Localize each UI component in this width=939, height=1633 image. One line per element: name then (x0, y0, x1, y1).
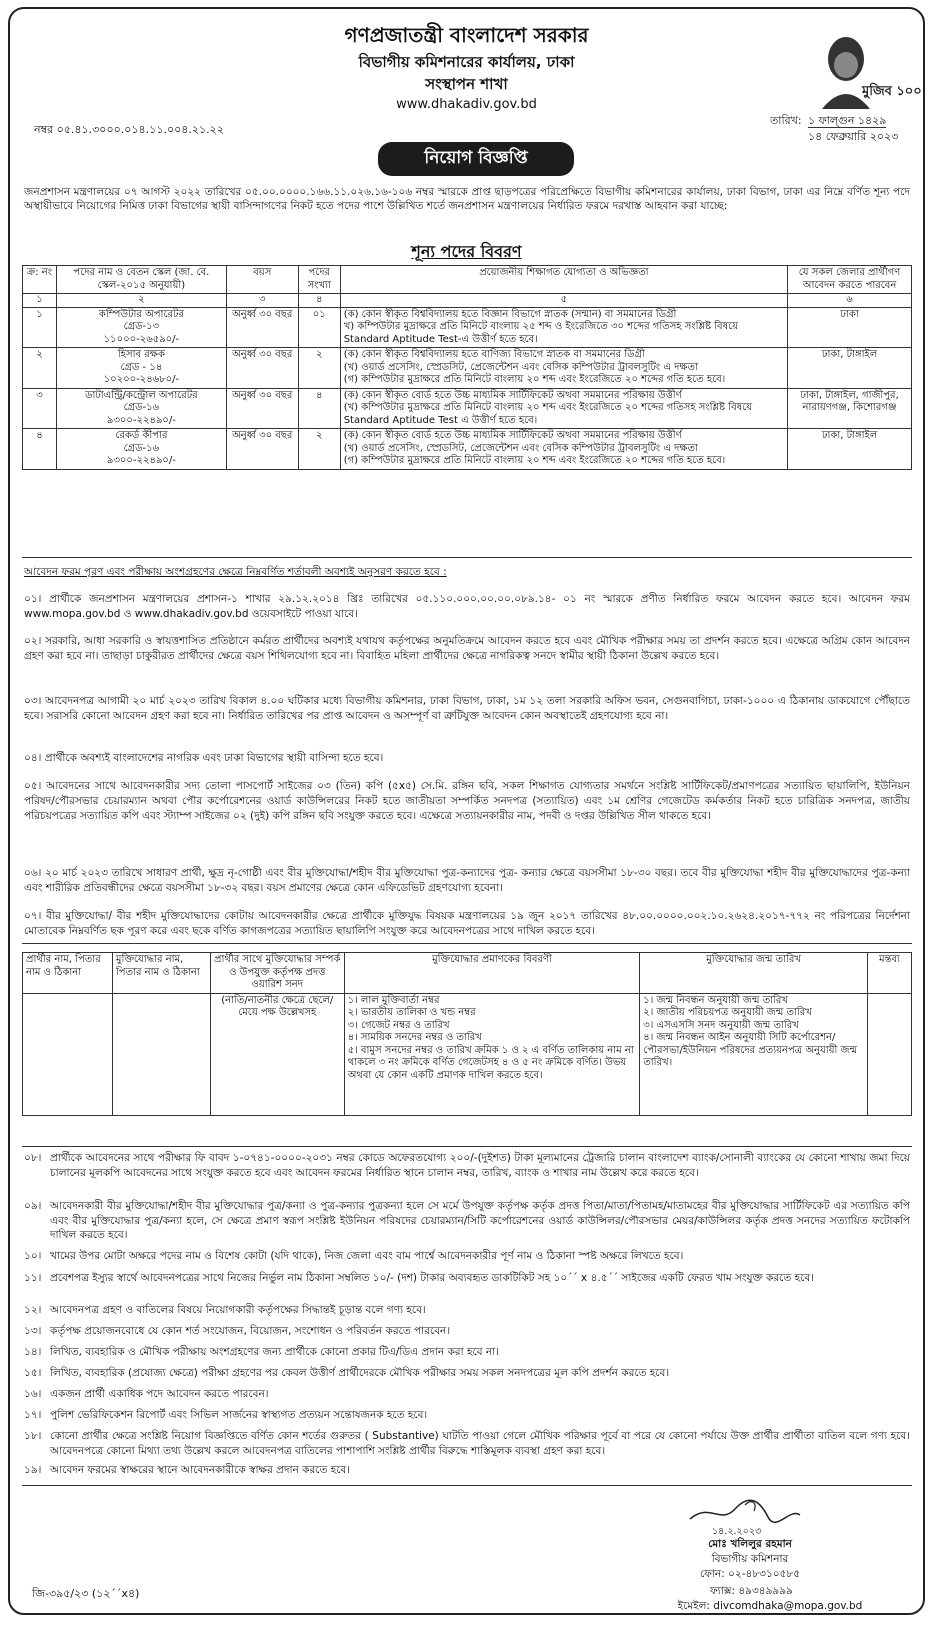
emblem-text: মুজিব ১০০ (862, 84, 922, 99)
condition-17 (24, 1408, 910, 1423)
ff-applicant-cell (23, 993, 113, 1115)
ff-col-remarks: মন্তব্য (867, 953, 911, 994)
signatory-phone: ফোন: ০২-৪৮৩১০৫৮৫ (699, 1568, 801, 1580)
age-cell: অনুর্ধ্ব ৩০ বছর (226, 348, 298, 389)
ff-fighter-cell (112, 993, 210, 1115)
ff-proof-item: ৩। গেজেট নম্বর ও তারিখ (347, 1019, 450, 1031)
item-text: একজন প্রার্থী একাধিক পদে আবেদন করতে পারবেন। (50, 1388, 269, 1400)
post-scale: ৯৩০০-২২৪৯০/- (106, 414, 176, 426)
condition-9 (24, 1199, 910, 1243)
qualification-cell (340, 307, 787, 348)
item-number: ১৭। (24, 1409, 42, 1421)
signatory-email[interactable]: ইমেইল: divcomdhaka@mopa.gov.bd (677, 1600, 863, 1612)
condition-2: ০২। সরকারি, আধা সরকারি ও স্বায়ত্তশাসিত প্রতিষ্ঠানে কর্মরত প্রার্থীদের অবশ্যই যথাযথ কর্তৃপক্ষের অনুমতিক্রমে আবেদন করতে হবে এবং মৌখিক পরীক্ষার সময় তা প্রদর্শন করতে হবে। এক্ষেত্রে অগ্রিম কোন আবেদন গ্রহণ করা হবে না। তাছাড়া চাকুরীরত প্রার্থীদের ক্ষেত্রে বয়স শিথিলযোগ্য হবে না। বিবাহিত মহিলা প্রার্থীদের ক্ষেত্রে নাগরিকত্ব সনদে স্বামীর স্থায়ী ঠিকানা উল্লেখ করতে হবে। (24, 635, 910, 662)
districts-cell: ঢাকা, টাঙ্গাইল (788, 429, 912, 470)
districts-cell: ঢাকা (788, 307, 912, 348)
col-number: ১ (23, 294, 57, 308)
condition-1: ০১। প্রার্থীকে জনপ্রশাসন মন্ত্রণালয়ের প্রশাসন-১ শাখার ২৯.১২.২০১৪ খ্রিঃ তারিখের ০৫.১১০.০০০.০০.০০.০৮৯.১৪- ০১ নং স্মারকে প্রণীত নির্ধারিত ফরমে আবেদন করতে হবে। আবেদন ফরম www.mopa.gov.bd ও www.dhakadiv.gov.bd ওয়েবসাইটে পাওয়া যাবে। (24, 593, 910, 620)
count-cell: ২ (298, 429, 340, 470)
freedom-fighter-table (22, 952, 912, 1116)
serial-cell: ৩ (23, 388, 57, 429)
post-name: হিসাব রক্ষক (117, 349, 165, 360)
vacancy-header-row (23, 266, 912, 294)
qualification-line: (খ) ওয়ার্ড প্রসেসিং, স্প্রেডসিট, প্রেজেন্টেশন এবং বেসিক কম্পিউটার ট্রাবলসুটিং এ দক্ষতা (343, 442, 698, 454)
condition-4: ০৪। প্রার্থীকে অবশ্যই বাংলাদেশের নাগরিক এবং ঢাকা বিভাগের স্থায়ী বাসিন্দা হতে হবে। (24, 752, 384, 764)
qualification-line: (ক) কোন স্বীকৃত বিশ্ববিদ্যালয় হতে বিজ্ঞান বিভাগে স্নাতক (সম্মান) বা সমমানের ডিগ্রী (343, 308, 677, 320)
ff-header-row (23, 953, 912, 994)
post-cell (56, 348, 226, 389)
item-number: ০৯। (24, 1200, 42, 1212)
item-text: পুলিশ ভেরিফিকেশন রিপোর্ট এবং সিভিল সার্জনের স্বাস্থ্যগত প্রত্যয়ন সন্তোষজনক হতে হবে। (50, 1409, 428, 1421)
ff-proof-cell (344, 993, 640, 1115)
post-grade: গ্রেড-১৩ (123, 321, 160, 332)
govt-title: গণপ্রজাতন্ত্রী বাংলাদেশ সরকার (344, 23, 589, 47)
condition-14 (24, 1345, 910, 1360)
item-text: আবেদনপত্র গ্রহণ ও বাতিলের বিষয়ে নিয়োগকারী কর্তৃপক্ষের সিদ্ধান্তই চূড়ান্ত বলে গণ্য হবে। (50, 1304, 426, 1316)
qualification-line: (ক) কোন স্বীকৃত বোর্ড হতে উচ্চ মাধ্যমিক সার্টিফিকেট অথবা সমমানের পরিক্ষায় উত্তীর্ণ (343, 389, 682, 401)
col-qualification: প্রয়োজনীয় শিক্ষাগত যোগ্যতা ও অভিজ্ঞতা (340, 266, 787, 294)
qualification-line: (খ) কম্পিউটার মুদ্রাক্ষরে প্রতি মিনিটে বাংলায় ২০ শব্দ এবং ইংরেজিতে ২০ শব্দের গতিসহ সংশ্লিষ্ট বিষয়ে Standard Aptitude Test এ উত্তীর্ণ হতে হবে। (343, 402, 753, 426)
column-number-row (23, 294, 912, 308)
item-text: প্রবেশপত্র ইস্যুর স্বার্থে আবেদনপত্রের সাথে নিজের নির্ভুল নাম ঠিকানা সম্বলিত ১০/- (দশ) টাকার অব্যবহৃত ডাকটিকিট সহ ১০´´ x ৪.৫´´ সাইজের একটি ফেরত খাম সংযুক্ত করতে হবে। (50, 1272, 814, 1284)
col-number: ৬ (788, 294, 912, 308)
ff-birth-item: ২। জাতীয় পরিচয়পত্র অনুযায়ী জন্ম তারিখ (643, 1007, 812, 1018)
post-scale: ৯৩০০-২২৪৯০/- (106, 455, 176, 466)
post-scale: ১১০০০-২৬৫৯০/- (103, 333, 180, 345)
vacancy-table (22, 265, 912, 470)
count-cell: ০১ (298, 307, 340, 348)
item-number: ১১। (24, 1272, 42, 1284)
vacancy-body (23, 294, 912, 470)
post-name: ডাটাএন্ট্রি/কন্ট্রোল অপারেটর (85, 389, 198, 401)
qualification-cell (340, 388, 787, 429)
item-number: ১৪। (24, 1346, 42, 1358)
item-number: ১৫। (24, 1367, 42, 1379)
condition-5: ০৫। আবেদনের সাথে আবেদনকারীর সদ্য তোলা পাসপোর্ট সাইজের ০৩ (তিন) কপি (৫x৫) সে.মি. রঙ্গিন ছবি, সকল শিক্ষাগত যোগ্যতার সমর্থনে সংশ্লিষ্ট সার্টিফিকেট/প্রমাণপত্রের সত্যায়িত ছায়ালিপি, ইউনিয়ন পরিষদ/পৌরসভার চেয়ারম্যান অথবা পৌর কর্পোরেশনের ওয়ার্ড কাউন্সিলরের নিকট হতে জাতীয়তা সম্পর্কিত সনদপত্র (সত্যায়িত) এবং ১ম শ্রেণির গেজেটেড কর্মকর্তার নিকট হতে চারিত্রিক সনদপত্র, জাতীয় পরিচয়পত্রের সত্যায়িত কপি এবং স্ট্যাম্প সাইজের ০২ (দুই) কপি রঙ্গিন ছবি সংযুক্ত করতে হবে। এক্ষেত্রে সত্যায়নকারীর নাম, পদবী ও দপ্তর উল্লিখিত সীল থাকতে হবে। (24, 780, 910, 822)
table-row (23, 429, 912, 470)
ff-col-proof: মুক্তিযোদ্ধার প্রমাণকের বিবরণী (344, 953, 640, 994)
signatory-name: মোঃ খলিলুর রহমান (708, 1538, 792, 1550)
item-number: ১২। (24, 1304, 42, 1316)
item-text: কর্তৃপক্ষ প্রয়োজনবোধে যে কোন শর্ত সংযোজন, বিয়োজন, সংশোধন ও পরিবর্তন করতে পারবেন। (50, 1325, 451, 1337)
item-text: লিখিত, ব্যবহারিক ও মৌখিক পরীক্ষায় অংশগ্রহণের জন্য প্রার্থীকে কোনো প্রকার টিএ/ডিএ প্রদান করা হবে না। (50, 1346, 499, 1358)
ff-col-fighter: মুক্তিযোদ্ধার নাম, পিতার নাম ও ঠিকানা (112, 953, 210, 994)
ff-body-row (23, 993, 912, 1115)
post-cell (56, 429, 226, 470)
office-name: বিভাগীয় কমিশনারের কার্যালয়, ঢাকা (358, 53, 575, 71)
col-number: ৪ (298, 294, 340, 308)
notice-title: নিয়োগ বিজ্ঞপ্তি (378, 142, 574, 176)
col-post: পদের নাম ও বেতন স্কেল (জা. বে. স্কেল-২০১৫ অনুযায়ী) (56, 266, 226, 294)
qualification-line: (গ) কম্পিউটার মুদ্রাক্ষরে প্রতি মিনিটে বাংলায় ২০ শব্দ এবং ইংরেজিতে ২০ শব্দের গতি হতে হবে। (343, 374, 726, 385)
notice-page (8, 7, 925, 1615)
item-text: লিখিত, ব্যবহারিক (প্রযোজ্য ক্ষেত্রে) পরীক্ষা গ্রহণের পর কেবল উত্তীর্ণ প্রার্থীদেরকে মৌখিক পরীক্ষার সময় সকল সনদপত্রের মূল কপি প্রদর্শন করতে হবে। (50, 1367, 670, 1379)
signatory-fax: ফ্যাক্স: ৪৯৩৪৯৯৯৯ (710, 1585, 793, 1597)
condition-19 (24, 1463, 910, 1478)
condition-3: ০৩। আবেদনপত্র আগামী ২০ মার্চ ২০২৩ তারিখ বিকাল ৪.০০ ঘটিকার মধ্যে বিভাগীয় কমিশনার, ঢাকা বিভাগ, ঢাকা, ১ম ১২ তলা সরকারি অফিস ভবন, সেগুনবাগিচা, ঢাকা-১০০০ এ ঠিকানায় ডাকযোগে পৌঁছাতে হবে। সরাসরি কোনো আবেদন গ্রহণ করা হবে না। নির্ধারিত তারিখের পর প্রাপ্ত আবেদন ও অসম্পূর্ণ বা ত্রুটিযুক্ত আবেদন কোন অবস্থাতেই গ্রহণযোগ্য হবে না। (24, 695, 910, 722)
post-cell (56, 388, 226, 429)
item-number: ১৯। (24, 1464, 42, 1476)
post-name: রেকর্ড কীপার (115, 430, 168, 441)
intro-paragraph: জনপ্রশাসন মন্ত্রণালয়ের ০৭ আগস্ট ২০২২ তারিখের ০৫.০০.০০০০.১৬৬.১১.০২৬.১৬-১০৬ নম্বর স্মারকে প্রাপ্ত ছাড়পত্রের পরিপ্রেক্ষিতে বিভাগীয় কমিশনারের কার্যালয়, ঢাকা বিভাগ, ঢাকা এর নিম্নে বর্ণিত শূন্য পদে অস্থায়ীভাবে নিয়োগের নিমিত্ত ঢাকা বিভাগের স্থায়ী বাসিন্দাগণের নিকট হতে পদের পাশে উল্লিখিত শর্তে জনপ্রশাসন মন্ত্রণালয়ের নির্ধারিত ফরমে দরখাস্ত আহবান করা যাচ্ছে: (24, 186, 910, 212)
ff-birth-item: ১। জন্ম নিবন্ধন অনুযায়ী জন্ম তারিখ (643, 994, 788, 1006)
item-text: আবেদন ফরমের স্বাক্ষরের স্থানে আবেদনকারীকে স্বাক্ষর প্রদান করতে হবে। (50, 1464, 351, 1476)
table-row (23, 348, 912, 389)
qualification-line: (ক) কোন স্বীকৃত বিশ্ববিদ্যালয় হতে বাণিজ্য বিভাগে স্নাতক বা সমমানের ডিগ্রী (343, 349, 645, 360)
ff-proof-item: ৫। বামুস সনদের নম্বর ও তারিখ ক্রমিক ১ ও ২ এ বর্ণিত তালিকায় নাম না থাকলে ৩ নং ক্রমিকে বর্ণিত গেজেটসহ ৪ ও ৫ নং ক্রমিকে বর্ণিত। উভয় অথবা যে কোন একটি প্রমাণক দাখিল করতে হবে। (347, 1044, 634, 1081)
date-english: ১৪ ফেব্রুয়ারি ২০২৩ (808, 130, 899, 143)
ff-col-birth: মুক্তিযোদ্ধার জন্ম তারিখ (640, 953, 868, 994)
signature-block (630, 1537, 870, 1582)
condition-12 (24, 1303, 910, 1318)
condition-11 (24, 1271, 910, 1286)
ff-proof-item: ১। লাল মুক্তিবার্তা নম্বর (347, 994, 440, 1006)
item-number: ০৮। (24, 1152, 42, 1164)
col-age: বয়স (226, 266, 298, 294)
ff-proof-item: ২। ভারতীয় তালিকা ও খন্ড নম্বর (347, 1007, 476, 1018)
item-text: প্রার্থীকে আবেদনের সাথে পরীক্ষার ফি বাবদ ১-০৭৪১-০০০০-২০৩১ নম্বর কোডে অফেরতযোগ্য ২০০/-(দুইশত) টাকা মূল্যমানের ট্রেজারি চালান বাংলাদেশ ব্যাংক/সোনালী ব্যাংকের যে কোনো শাখায় জমা দিয়ে চালানের মূলকপি আবেদনের সাথে সংযুক্ত করতে হবে এবং আবেদন ফরমের নির্ধারিত স্থানে চালান নম্বর, তারিখ, ব্যাংক ও শাখার নাম উল্লেখ করে করতে হবে। (50, 1152, 910, 1179)
signatory-designation: বিভাগীয় কমিশনার (711, 1553, 789, 1565)
col-districts: যে সকল জেলার প্রার্থীগণ আবেদন করতে পারবেন (788, 266, 912, 294)
signature-icon (650, 1497, 850, 1527)
condition-8 (24, 1151, 910, 1180)
col-number: ৩ (226, 294, 298, 308)
col-number: ২ (56, 294, 226, 308)
qualification-line: (ক) কোন স্বীকৃত বোর্ড হতে উচ্চ মাধ্যমিক সার্টিফিকেট অথবা সমমানের পরিক্ষায় উত্তীর্ণ (343, 430, 682, 441)
ff-proof-item: ৪। সাময়িক সনদের নম্বর ও তারিখ (347, 1032, 482, 1043)
item-number: ১৩। (24, 1325, 42, 1337)
item-number: ১৮। (24, 1430, 42, 1442)
ff-col-applicant: প্রার্থীর নাম, পিতার নাম ও ঠিকানা (23, 953, 113, 994)
col-serial: ক্র: নং (23, 266, 57, 294)
serial-cell: ২ (23, 348, 57, 389)
ff-birth-item: ৪। জন্ম নিবন্ধন আইন অনুযায়ী সিটি কর্পোরেশন/পৌরসভা/ইউনিয়ন পরিষদের প্রত্যয়নপত্র অনুযায়ী জন্ম তারিখ। (643, 1032, 858, 1068)
qualification-cell (340, 429, 787, 470)
date-bangla: ১ ফাল্গুন ১৪২৯ (808, 114, 887, 127)
qualification-line: (গ) কম্পিউটার মুদ্রাক্ষরে প্রতি মিনিটে বাংলায় ২০ শব্দ এবং ইংরেজিতে ২০ শব্দের গতি হতে হবে। (343, 455, 726, 466)
age-cell: অনুর্ধ্ব ৩০ বছর (226, 307, 298, 348)
mujib-100-logo-icon (812, 29, 922, 109)
districts-cell: ঢাকা, টাঙ্গাইল (788, 348, 912, 389)
post-grade: গ্রেড-১৬ (123, 402, 160, 413)
post-grade: গ্রেড - ১৪ (120, 361, 163, 373)
website-link[interactable]: www.dhakadiv.gov.bd (396, 97, 537, 112)
condition-18 (24, 1429, 910, 1458)
item-text: খামের উপর মোটা অক্ষরে পদের নাম ও বিশেষ কোটা (যদি থাকে), নিজ জেলা এবং বাম পার্শ্বে আবেদনকারীর পূর্ণ নাম ও ঠিকানা স্পষ্ট অক্ষরে লিখতে হবে। (50, 1250, 684, 1262)
condition-6: ০৬। ২০ মার্চ ২০২৩ তারিখে সাধারণ প্রার্থী, ক্ষুদ্র নৃ-গোষ্ঠী এবং বীর মুক্তিযোদ্ধা/শহীদ বীর মুক্তিযোদ্ধা পুত্র-কন্যাদের পুত্র- কন্যার ক্ষেত্রে বয়সসীমা ১৮-৩০ বছর। তবে বীর মুক্তিযোদ্ধা শহীদ বীর মুক্তিযোদ্ধাদের পুত্র-কন্যা এবং শারীরিক প্রতিবন্ধীদের ক্ষেত্রে বয়সসীমা ১৮-৩২ বছর। বয়স প্রমাণের ক্ষেত্রে কোন এফিডেভিট গ্রহণযোগ্য হবেনা। (24, 867, 910, 894)
condition-15 (24, 1366, 910, 1381)
vacancy-heading: শূন্য পদের বিবরণ (411, 242, 522, 261)
qualification-line: (খ) ওয়ার্ড প্রসেসিং, স্প্রেডসিট, প্রেজেন্টেশন এবং বেসিক কম্পিউটার ট্রাবলসুটিং এ দক্ষতা (343, 361, 698, 373)
branch-name: সংস্থাপন শাখা (425, 75, 508, 93)
col-count: পদের সংখ্যা (298, 266, 340, 294)
ff-birth-cell (640, 993, 868, 1115)
table-row (23, 388, 912, 429)
condition-16 (24, 1387, 910, 1402)
table-row (23, 307, 912, 348)
col-number: ৫ (340, 294, 787, 308)
ff-remarks-cell (867, 993, 911, 1115)
post-scale: ১০২০০-২৪৬৮০/- (103, 374, 180, 385)
condition-13 (24, 1324, 910, 1339)
age-cell: অনুর্ধ্ব ৩০ বছর (226, 429, 298, 470)
condition-7: ০৭। বীর মুক্তিযোদ্ধা/ বীর শহীদ মুক্তিযোদ্ধাদের কোটায় আবেদনকারীর ক্ষেত্রে প্রার্থীকে মুক্তিযুদ্ধ বিষয়ক মন্ত্রণালয়ের ১৯ জুন ২০১৭ তারিখের ৪৮.০০.০০০০.০০২.১০.২৬২৪.২০১৭-৭৭২ নং পরিপত্রের নির্দেশনা মোতাবেক নিম্নবর্ণিত ছক পূরণ করে এবং ছকে বর্ণিত কাগজপত্রের সত্যায়িত ছায়ালিপি সংযুক্ত করে আবেদনপত্রের সাথে দাখিল করতে হবে। (24, 910, 910, 937)
item-number: ১৬। (24, 1388, 42, 1400)
condition-10 (24, 1249, 910, 1264)
count-cell: ৪ (298, 388, 340, 429)
qualification-line: খ) কম্পিউটার মুদ্রাক্ষরে প্রতি মিনিটে বাংলায় ২৫ শব্দ ও ইংরেজিতে ৩০ শব্দের গতিসহ সংশ্লিষ্ট বিষয়ে Standard Aptitude Test-এ উত্তীর্ণ হতে হবে। (343, 321, 739, 345)
post-cell (56, 307, 226, 348)
ff-col-relation: প্রার্থীর সাথে মুক্তিযোদ্ধার সম্পর্ক ও উপযুক্ত কর্তৃপক্ষ প্রদত্ত ওয়ারিশ সনদ (210, 953, 344, 994)
count-cell: ২ (298, 348, 340, 389)
qualification-cell (340, 348, 787, 389)
post-name: কম্পিউটার অপারেটর (98, 308, 184, 320)
memo-number: নম্বর ০৫.৪১.৩০০০.০১৪.১১.০০৪.২১.২২ (34, 123, 224, 136)
item-number: ১০। (24, 1250, 42, 1262)
item-text: আবেদনকারী বীর মুক্তিযোদ্ধা/শহীদ বীর মুক্তিযোদ্ধার পুত্র/কন্যা ও পুত্র-কন্যার পুত্রকন্যা হলে সে মর্মে উপযুক্ত কর্তৃপক্ষ কর্তৃক প্রদত্ত পিতা/মাতা/পিতামহ/মাতামহের বীর মুক্তিযোদ্ধার সার্টিফিকেট এর সত্যায়িত কপি এবং বীর মুক্তিযোদ্ধার পুত্র/কন্যা হলে, সে ক্ষেত্রে প্রমাণ স্বরূপ সংশ্লিষ্ট ইউনিয়ন পরিষদের চেয়ারম্যান/সিটি কর্পোরেশনের ওয়ার্ড কাউন্সিলর/পৌরসভার মেয়র/কাউন্সিলর কর্তৃক প্রদত্ত সনদের সত্যায়িত ফটোকপি দাখিল করতে হবে। (50, 1200, 910, 1241)
date-label: তারিখ: (770, 114, 802, 127)
conditions-heading: আবেদন ফরম পূরণ এবং পরীক্ষায় অংশগ্রহণের ক্ষেত্রে নিম্নবর্ণিত শর্তাবলী অবশ্যই অনুসরণ করতে হবে : (24, 566, 447, 578)
footer-code: জি-৩৯৫/২৩ (১২´´x৪) (32, 1587, 140, 1600)
ff-birth-item: ৩। এসএসসি সনদ অনুযায়ী জন্ম তারিখ (643, 1019, 799, 1031)
serial-cell: ১ (23, 307, 57, 348)
date-block (770, 113, 898, 145)
districts-cell: ঢাকা, টাঙ্গাইল, গাজীপুর, নারায়ণগঞ্জ, কিশোরগঞ্জ (788, 388, 912, 429)
ff-relation-cell: (নাতি/নাতনীর ক্ষেত্রে ছেলে/ মেয়ে পক্ষ উল্লেখসহ (210, 993, 344, 1115)
post-grade: গ্রেড-১৬ (123, 442, 160, 454)
age-cell: অনুর্ধ্ব ৩০ বছর (226, 388, 298, 429)
item-text: কোনো প্রার্থীর ক্ষেত্রে সংশ্লিষ্ট নিয়োগ বিজ্ঞপ্তিতে বর্ণিত কোন শর্তের গুরুতর ( Substantive) ঘাটতি পাওয়া গেলে মৌখিক পরিক্ষার পূর্বে বা পরে যে কোনো পর্যায়ে উক্ত প্রার্থীর প্রার্থীতা বাতিল বলে গণ্য হবে। আবেদনপত্রে কোনো মিথ্যা তথ্য উল্লেখ করলে আবেদনপত্র বাতিলের পাশাপাশি সংশ্লিষ্ট প্রার্থীর বিরুদ্ধে শাস্তিমূলক ব্যবস্থা গ্রহণ করা হবে। (50, 1430, 910, 1457)
signature-date: ১৪.২.২০২৩ (712, 1526, 762, 1537)
serial-cell: ৪ (23, 429, 57, 470)
